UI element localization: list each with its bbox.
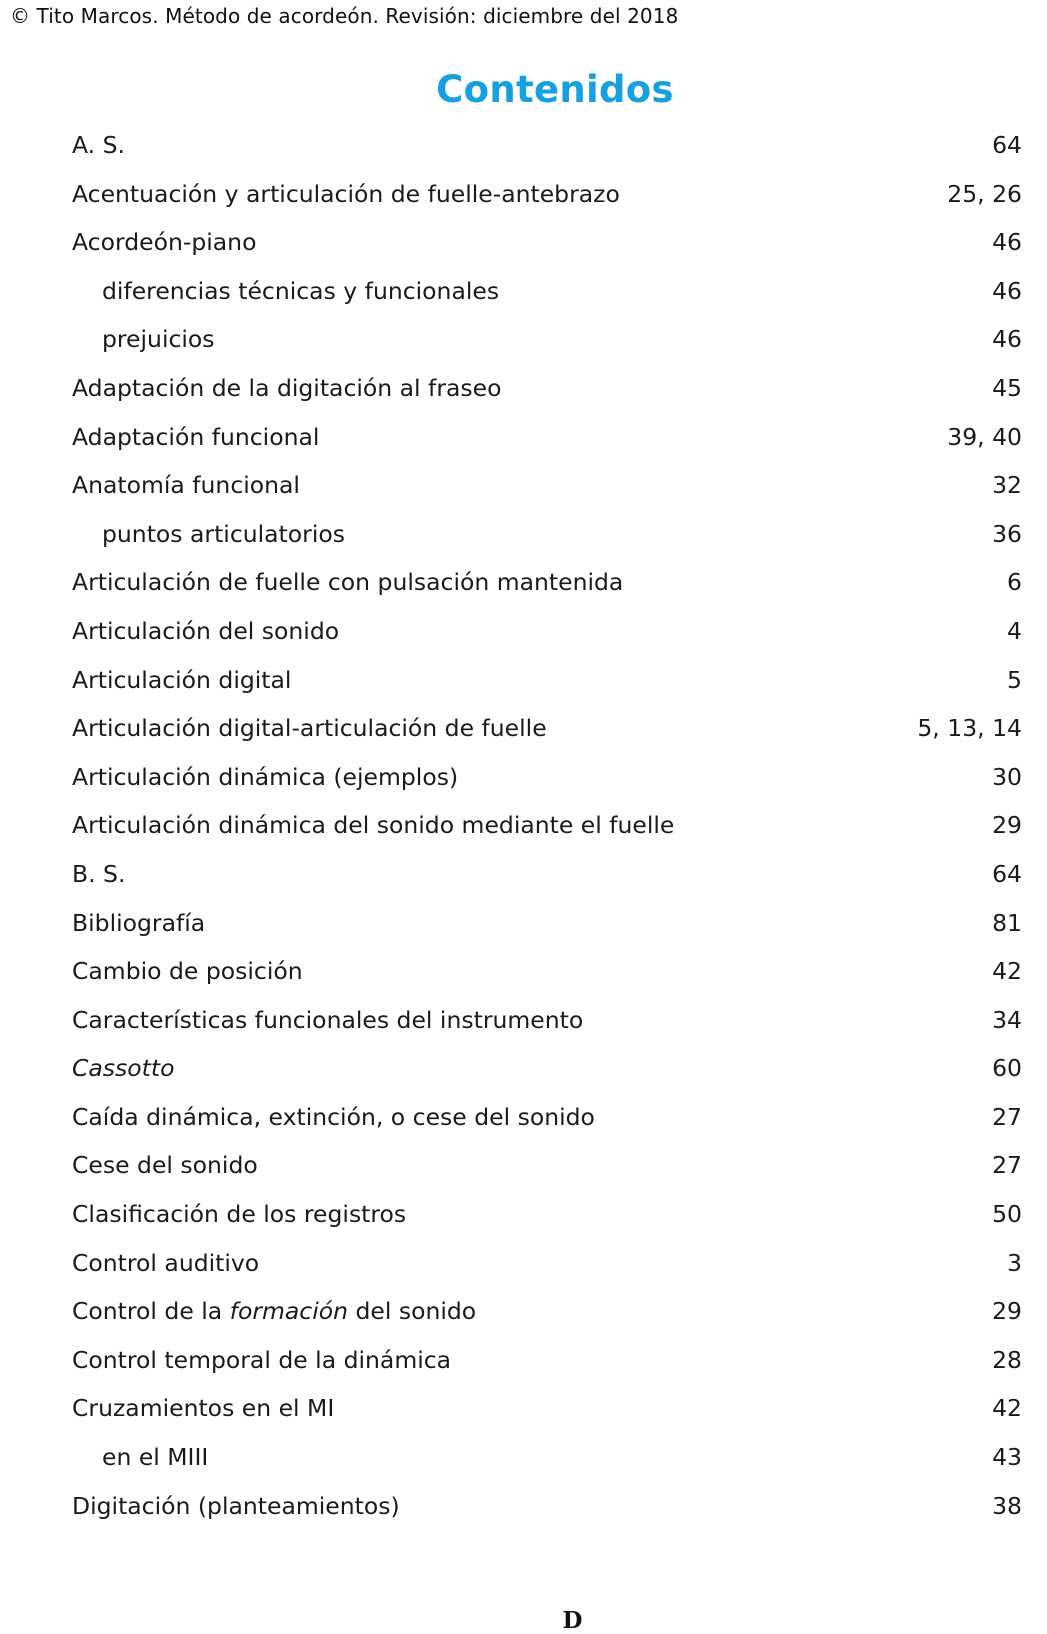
toc-entry-label: Cambio de posición: [72, 957, 303, 986]
toc-entry-label: Acordeón-piano: [72, 228, 257, 257]
toc-entry-label-italic: formación: [229, 1297, 348, 1326]
toc-entry-page: 3: [1007, 1248, 1022, 1277]
toc-entry-label-part: Control de la: [72, 1297, 230, 1326]
toc-entry-label: Caída dinámica, extinción, o cese del sonido: [72, 1102, 595, 1131]
toc-entry-label: Adaptación funcional: [72, 422, 320, 451]
toc-entry-label: A. S.: [72, 131, 125, 159]
toc-entry[interactable]: [72, 1336, 1022, 1385]
toc-entry-page: 25, 26: [947, 179, 1022, 208]
toc-entry-page: 27: [992, 1102, 1022, 1131]
toc-entry-label: prejuicios: [102, 325, 215, 354]
toc-entry[interactable]: [72, 1384, 1022, 1433]
toc-entry-page: 45: [992, 373, 1022, 402]
page-title: Contenidos: [436, 68, 674, 111]
toc-entry-page: 30: [992, 762, 1022, 791]
toc-entry-label: Cassotto: [72, 1054, 175, 1083]
toc-entry-page: 5, 13, 14: [917, 714, 1022, 743]
toc-entry[interactable]: [72, 1141, 1022, 1190]
toc-entry[interactable]: [72, 558, 1022, 607]
toc-entry-label: puntos articulatorios: [102, 519, 345, 548]
toc-entry[interactable]: [72, 801, 1022, 850]
toc-entry-label: [72, 1287, 476, 1336]
toc-entry-page: 50: [992, 1200, 1022, 1229]
toc-entry-page: 6: [1007, 568, 1022, 597]
toc-subentry[interactable]: [72, 267, 1022, 316]
toc-entry[interactable]: [72, 753, 1022, 802]
toc-entry[interactable]: [72, 1044, 1022, 1093]
toc-entry-label: Bibliografía: [72, 908, 206, 937]
toc-entry[interactable]: [72, 607, 1022, 656]
toc-entry[interactable]: [72, 461, 1022, 510]
toc-entry[interactable]: [72, 121, 1022, 170]
toc-entry-label: Acentuación y articulación de fuelle-antebrazo: [72, 179, 620, 208]
toc-entry-page: 46: [992, 276, 1022, 305]
toc-entry-page: 60: [992, 1054, 1022, 1083]
toc-entry-page: 29: [992, 811, 1022, 840]
toc-entry[interactable]: [72, 170, 1022, 219]
toc-entry-label: Cruzamientos en el MI: [72, 1394, 335, 1423]
toc-entry-label: Digitación (planteamientos): [72, 1491, 400, 1520]
toc-entry-page: 46: [992, 228, 1022, 257]
toc-entry-label: Cese del sonido: [72, 1151, 258, 1180]
toc-entry[interactable]: [72, 996, 1022, 1045]
toc-subentry[interactable]: [72, 315, 1022, 364]
toc-entry-page: 5: [1007, 665, 1022, 694]
toc-entry-page: 42: [992, 1394, 1022, 1423]
toc-entry-page: 27: [992, 1151, 1022, 1180]
toc-entry-page: 38: [992, 1491, 1022, 1520]
toc-entry-page: 32: [992, 471, 1022, 500]
toc-entry[interactable]: [72, 364, 1022, 413]
toc-entry-label: Articulación dinámica (ejemplos): [72, 762, 459, 791]
toc-entry-label: Características funcionales del instrumento: [72, 1005, 584, 1034]
table-of-contents: [72, 121, 1022, 1530]
toc-entry[interactable]: [72, 218, 1022, 267]
toc-entry[interactable]: [72, 413, 1022, 462]
toc-entry[interactable]: [72, 899, 1022, 948]
toc-entry[interactable]: [72, 704, 1022, 753]
toc-entry-page: 29: [992, 1297, 1022, 1326]
toc-entry[interactable]: [72, 850, 1022, 899]
toc-entry-label: en el MIII: [102, 1443, 209, 1472]
toc-entry-page: 64: [992, 859, 1022, 888]
toc-entry-label: Adaptación de la digitación al fraseo: [72, 373, 502, 402]
toc-entry-page: 4: [1007, 616, 1022, 645]
toc-entry[interactable]: [72, 947, 1022, 996]
toc-entry-label: Articulación digital-articulación de fuelle: [72, 714, 547, 743]
toc-entry-page: 28: [992, 1345, 1022, 1374]
toc-entry-page: 81: [992, 908, 1022, 937]
toc-entry[interactable]: [72, 1093, 1022, 1142]
toc-entry-label: Clasificación de los registros: [72, 1200, 407, 1229]
toc-entry-page: 43: [992, 1443, 1022, 1472]
toc-entry-page: 64: [992, 131, 1022, 159]
toc-entry-label: Articulación digital: [72, 665, 292, 694]
toc-entry[interactable]: [72, 1239, 1022, 1288]
toc-subentry[interactable]: [72, 510, 1022, 559]
toc-entry-page: 36: [992, 519, 1022, 548]
toc-entry[interactable]: [72, 1190, 1022, 1239]
toc-entry-label: Articulación dinámica del sonido mediante el fuelle: [72, 811, 675, 840]
toc-entry-label-part: del sonido: [348, 1297, 477, 1326]
toc-entry-label: Control temporal de la dinámica: [72, 1345, 452, 1374]
page-footer-letter: D: [562, 1607, 583, 1634]
toc-entry-label: B. S.: [72, 859, 126, 888]
toc-entry-page: 46: [992, 325, 1022, 354]
toc-entry-label: Anatomía funcional: [72, 471, 300, 500]
toc-subentry[interactable]: [72, 1433, 1022, 1482]
toc-entry-label: Control auditivo: [72, 1248, 260, 1277]
toc-entry-label: diferencias técnicas y funcionales: [102, 276, 500, 305]
page-header: © Tito Marcos. Método de acordeón. Revisión: diciembre del 2018: [10, 4, 679, 28]
toc-entry-page: 42: [992, 957, 1022, 986]
toc-entry[interactable]: [72, 1482, 1022, 1531]
toc-entry-label: Articulación de fuelle con pulsación mantenida: [72, 568, 624, 597]
toc-entry[interactable]: [72, 1287, 1022, 1336]
toc-entry[interactable]: [72, 656, 1022, 705]
toc-entry-page: 34: [992, 1005, 1022, 1034]
toc-entry-page: 39, 40: [947, 422, 1022, 451]
toc-entry-label: Articulación del sonido: [72, 616, 340, 645]
